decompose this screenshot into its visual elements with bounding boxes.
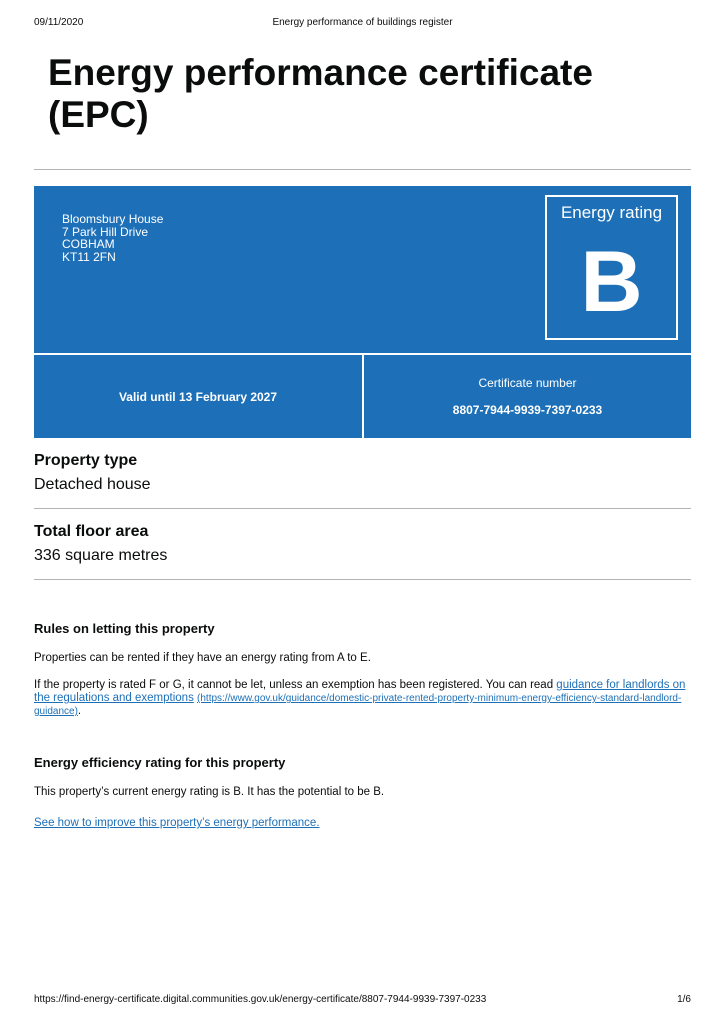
certificate-number: 8807-7944-9939-7397-0233	[452, 403, 603, 417]
letting-rules-text: If the property is rated F or G, it cannot be let, unless an exemption has been registered. You can read	[34, 679, 554, 691]
print-date: 09/11/2020	[34, 17, 84, 28]
address-line-2: 7 Park Hill Drive	[62, 224, 149, 239]
property-address	[62, 213, 163, 264]
letting-rules-paragraph-1: Properties can be rented if they have an energy rating from A to E.	[34, 652, 371, 664]
certificate-number-block	[364, 355, 691, 438]
floor-area-value: 336 square metres	[34, 547, 168, 564]
page-number: 1/6	[677, 994, 691, 1005]
landlord-guidance-link[interactable]: guidance for landlords on the regulations and exemptions	[34, 679, 686, 704]
efficiency-rating-text: This property’s current energy rating is B. It has the potential to be B.	[34, 786, 385, 798]
floor-area-divider	[34, 579, 691, 580]
landlord-guidance-url[interactable]: (https://www.gov.uk/guidance/domestic-private-rented-property-minimum-energy-efficiency-standard-landlord-guidance)	[34, 693, 682, 717]
address-town: COBHAM	[62, 237, 115, 252]
print-url: https://find-energy-certificate.digital.communities.gov.uk/energy-certificate/8807-7944-9939-7397-0233	[34, 994, 487, 1005]
efficiency-heading: Energy efficiency rating for this property	[34, 755, 286, 770]
validity-date	[34, 355, 362, 438]
validity-text: Valid until 13 February 2027	[118, 389, 278, 404]
print-footer	[34, 994, 691, 1008]
certificate-number-label: Certificate number	[478, 376, 577, 390]
improve-performance-paragraph	[34, 817, 692, 830]
energy-rating-box	[545, 195, 678, 340]
print-page-title: Energy performance of buildings register	[272, 17, 453, 28]
letting-rules-heading: Rules on letting this property	[34, 621, 215, 636]
address-line-1: Bloomsbury House	[62, 212, 164, 226]
page-title: Energy performance certificate (EPC)	[48, 52, 593, 135]
property-type-value: Detached house	[34, 476, 151, 493]
improve-performance-link[interactable]: See how to improve this property’s energy performance.	[34, 817, 320, 829]
print-header	[34, 17, 691, 31]
energy-rating-label: Energy rating	[560, 203, 663, 222]
letting-rules-period: .	[77, 705, 82, 717]
epc-summary-panel	[34, 186, 691, 438]
property-type-label: Property type	[34, 452, 138, 469]
letting-rules-paragraph-2	[34, 679, 692, 718]
property-type-divider	[34, 508, 691, 509]
address-postcode: KT11 2FN	[62, 250, 116, 265]
energy-rating-letter: B	[580, 234, 643, 330]
floor-area-label: Total floor area	[34, 523, 149, 540]
title-divider	[34, 169, 691, 170]
